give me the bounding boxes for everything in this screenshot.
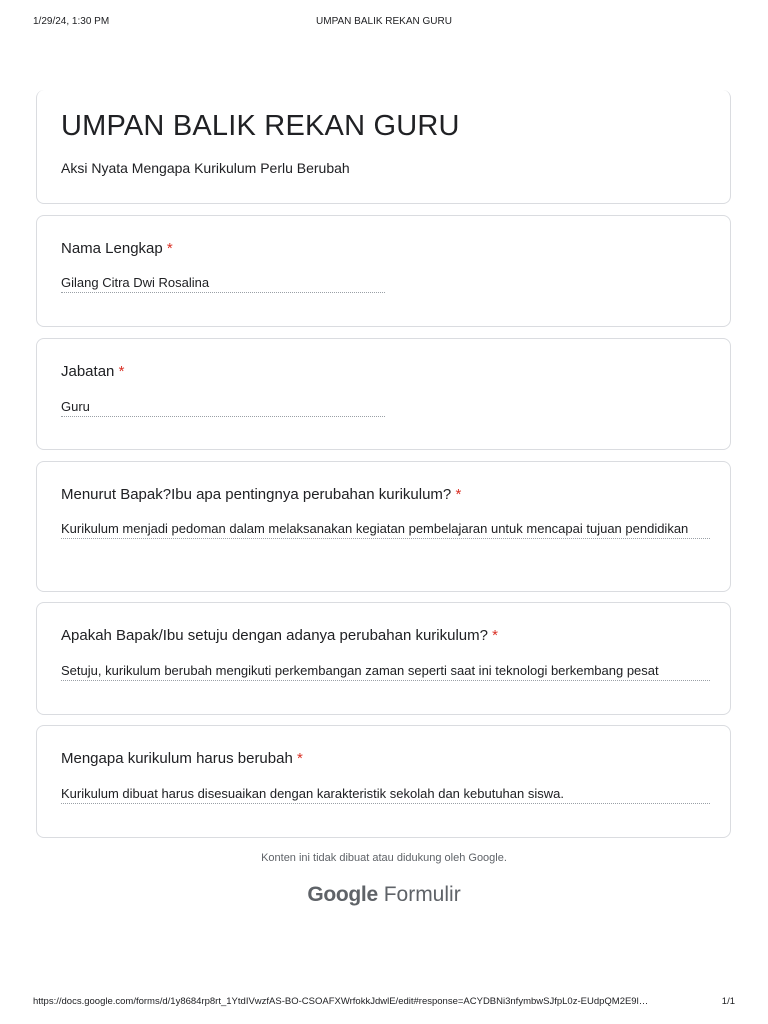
form-title: UMPAN BALIK REKAN GURU (61, 110, 460, 142)
question-label: Apakah Bapak/Ibu setuju dengan adanya perubahan kurikulum? (61, 627, 488, 644)
question-label: Mengapa kurikulum harus berubah (61, 750, 293, 767)
google-disclaimer: Konten ini tidak dibuat atau didukung oleh Google. (261, 852, 507, 864)
answer-text: Kurikulum dibuat harus disesuaikan dengan karakteristik sekolah dan kebutuhan siswa. (61, 784, 710, 804)
answer-text: Guru (61, 397, 385, 417)
google-forms-logo[interactable] (0, 883, 768, 907)
question-title (61, 363, 124, 380)
print-doc-title: UMPAN BALIK REKAN GURU (316, 16, 452, 27)
form-description: Aksi Nyata Mengapa Kurikulum Perlu Berubah (61, 160, 350, 176)
question-label: Menurut Bapak?Ibu apa pentingnya perubahan kurikulum? (61, 486, 452, 503)
question-card-setuju-perubahan (36, 602, 731, 715)
question-label: Jabatan (61, 363, 115, 380)
print-datetime: 1/29/24, 1:30 PM (33, 16, 110, 27)
required-marker: * (118, 363, 125, 380)
print-url: https://docs.google.com/forms/d/1y8684rp8rt_1YtdIVwzfAS-BO-CSOAFXWrfokkJdwlE/edit#response=ACYDBNi3nfymbwSJfpL0z-EUdpQM2E9l… (33, 996, 649, 1007)
print-page-number: 1/1 (721, 996, 735, 1007)
question-card-jabatan (36, 338, 731, 450)
question-title (61, 240, 173, 257)
print-header (33, 16, 735, 30)
forms-wordmark: Formulir (383, 883, 461, 906)
google-wordmark: Google (307, 883, 378, 906)
question-title (61, 627, 498, 644)
question-card-pentingnya-perubahan (36, 461, 731, 592)
answer-text: Kurikulum menjadi pedoman dalam melaksanakan kegiatan pembelajaran untuk mencapai tujuan pendidikan (61, 519, 710, 539)
required-marker: * (492, 627, 498, 644)
required-marker: * (296, 750, 303, 767)
question-label: Nama Lengkap (61, 240, 163, 257)
answer-text: Setuju, kurikulum berubah mengikuti perkembangan zaman seperti saat ini teknologi berkembang pesat (61, 661, 710, 681)
required-marker: * (455, 486, 462, 503)
required-marker: * (166, 240, 173, 257)
question-card-mengapa-berubah (36, 725, 731, 838)
form-header-card (36, 90, 731, 204)
question-title (61, 486, 461, 503)
question-title (61, 750, 303, 767)
print-footer (33, 996, 735, 1010)
question-card-nama-lengkap (36, 215, 731, 327)
answer-text: Gilang Citra Dwi Rosalina (61, 273, 385, 293)
